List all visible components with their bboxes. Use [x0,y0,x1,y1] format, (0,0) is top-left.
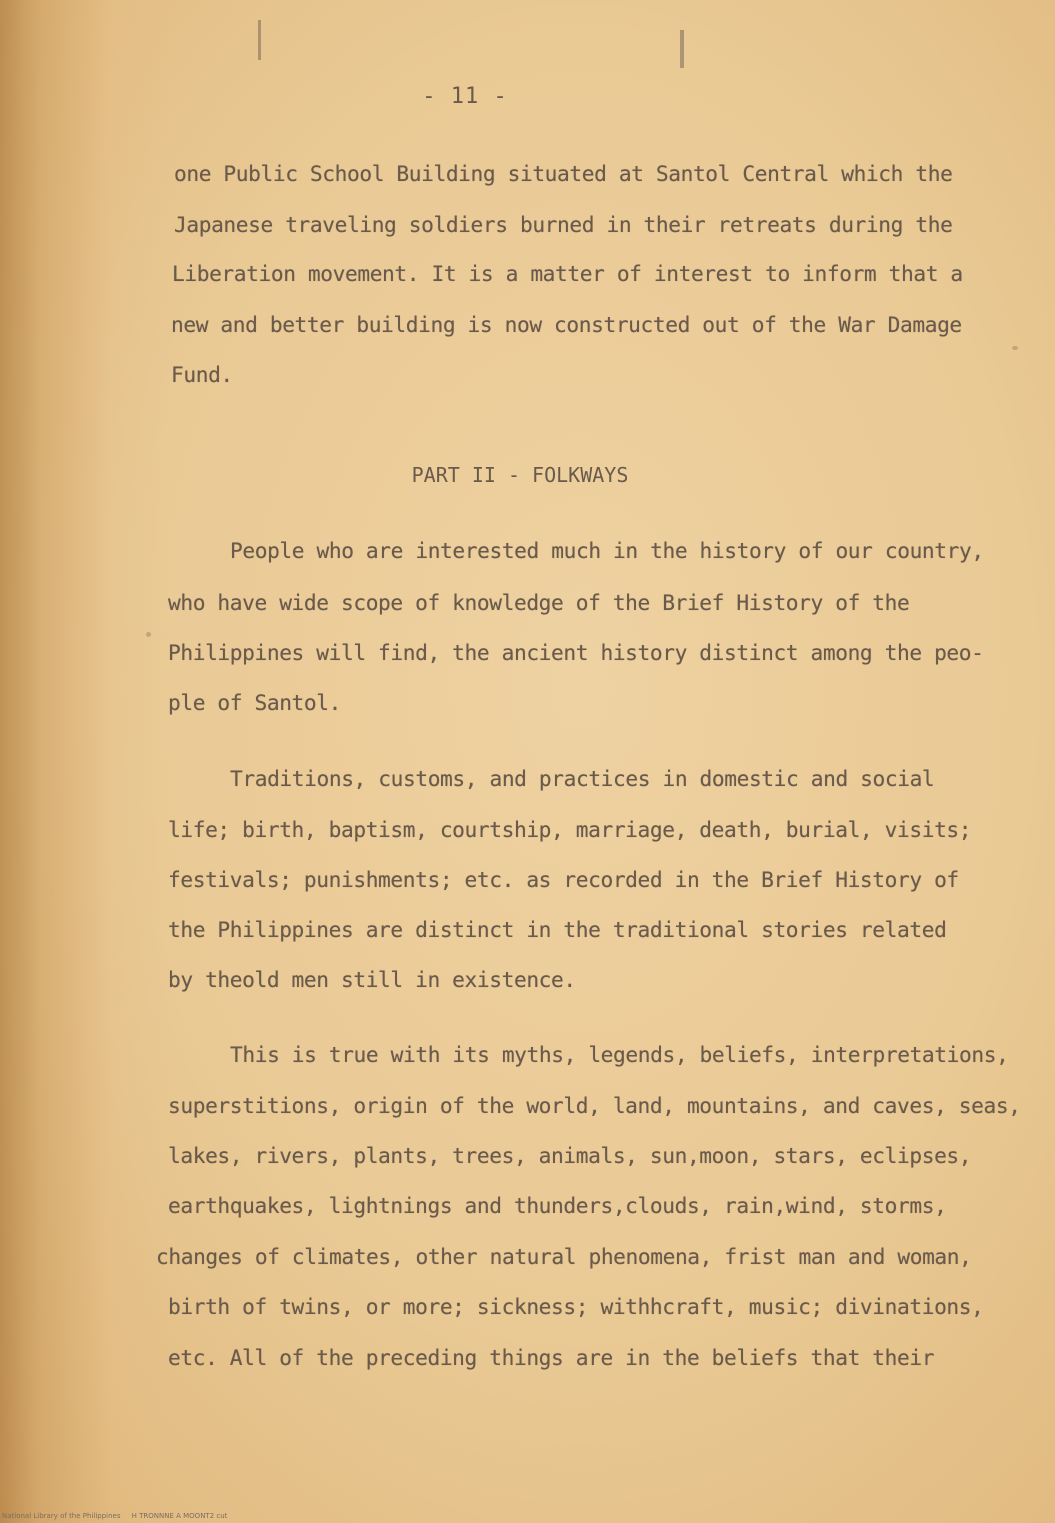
ink-speck [1012,346,1018,350]
text-line: who have wide scope of knowledge of the Brief History of the [168,590,910,615]
text-line: etc. All of the preceding things are in the beliefs that their [168,1345,935,1370]
text-line: changes of climates, other natural phenomena, frist man and woman, [156,1244,972,1269]
text-line: new and better building is now constructed out of the War Damage [171,312,962,337]
page-number: - 11 - [422,84,508,109]
scan-mark [680,30,684,68]
scan-footer: National Library of the Philippines H TRONNNE A MOONT2 cut [2,1512,228,1520]
text-line: People who are interested much in the history of our country, [230,538,984,563]
text-line: by theold men still in existence. [168,967,576,992]
section-heading: PART II - FOLKWAYS [411,463,629,487]
text-line: life; birth, baptism, courtship, marriage, death, burial, visits; [168,817,972,842]
scan-mark [258,20,261,60]
text-line: Japanese traveling soldiers burned in their retreats during the [174,212,953,237]
text-line: earthquakes, lightnings and thunders,clouds, rain,wind, storms, [168,1193,947,1218]
text-line: lakes, rivers, plants, trees, animals, sun,moon, stars, eclipses, [168,1143,972,1168]
text-line: the Philippines are distinct in the traditional stories related [168,917,947,942]
text-line: birth of twins, or more; sickness; withhcraft, music; divinations, [168,1294,984,1319]
text-line: superstitions, origin of the world, land, mountains, and caves, seas, [168,1093,1021,1118]
text-line: Fund. [171,362,233,387]
text-line: one Public School Building situated at Santol Central which the [174,161,953,186]
ink-speck [146,632,151,637]
text-line: Philippines will find, the ancient history distinct among the peo- [168,640,984,665]
text-line: ple of Santol. [168,690,341,715]
text-line: Traditions, customs, and practices in domestic and social [230,766,935,791]
text-line: Liberation movement. It is a matter of interest to inform that a [172,261,963,286]
text-line: This is true with its myths, legends, beliefs, interpretations, [230,1042,1009,1067]
text-line: festivals; punishments; etc. as recorded in the Brief History of [168,867,959,892]
